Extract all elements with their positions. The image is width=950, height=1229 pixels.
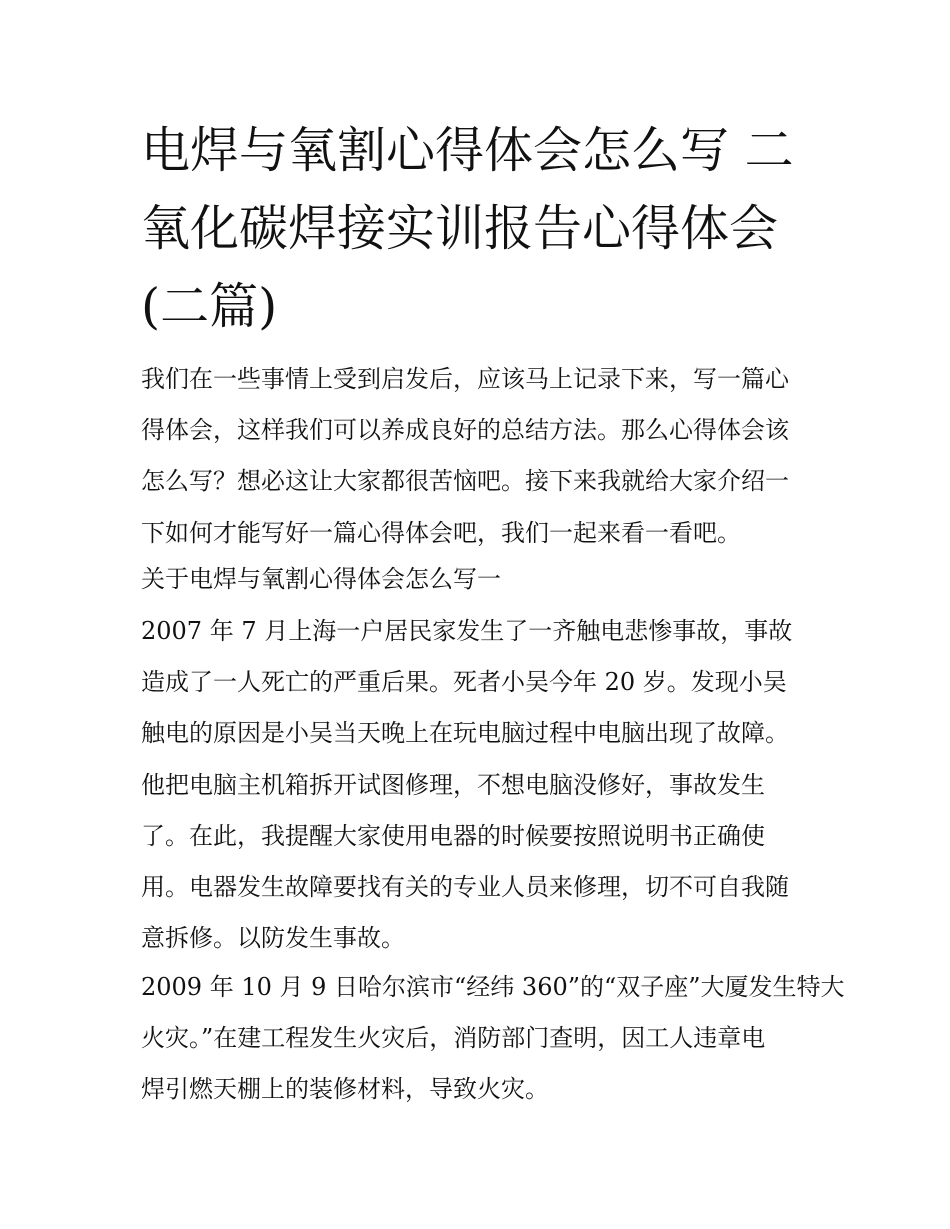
intro-paragraph bbox=[141, 354, 821, 559]
title-line: 氧化碳焊接实训报告心得体会 bbox=[141, 200, 779, 257]
text-line: 2007 年 7 月上海一户居民家发生了一齐触电悲惨事故，事故 bbox=[141, 617, 793, 645]
document-title bbox=[141, 112, 821, 346]
text-line: 怎么写？想必这让大家都很苦恼吧。接下来我就给大家介绍一 bbox=[141, 467, 789, 496]
text-line: 关于电焊与氧割心得体会怎么写一 bbox=[141, 565, 501, 593]
title-line: 电焊与氧割心得体会怎么写 二 bbox=[141, 122, 794, 179]
text-line: 得体会，这样我们可以养成良好的总结方法。那么心得体会该 bbox=[141, 416, 789, 445]
text-line: 焊引燃天棚上的装修材料，导致火灾。 bbox=[141, 1075, 549, 1104]
text-line: 2009 年 10 月 9 日哈尔滨市“经纬 360”的“双子座”大厦发生特大 bbox=[141, 973, 845, 1001]
title-line: (二篇) bbox=[141, 278, 278, 335]
section-heading bbox=[141, 554, 821, 605]
text-line: 我们在一些事情上受到启发后，应该马上记录下来，写一篇心 bbox=[141, 365, 789, 393]
text-line: 触电的原因是小吴当天晚上在玩电脑过程中电脑出现了故障。 bbox=[141, 719, 789, 748]
text-line: 意拆修。以防发生事故。 bbox=[141, 924, 405, 953]
text-line: 火灾。”在建工程发生火灾后，消防部门查明，因工人违章电 bbox=[141, 1024, 766, 1053]
text-line: 用。电器发生故障要找有关的专业人员来修理，切不可自我随 bbox=[141, 872, 789, 901]
text-line: 造成了一人死亡的严重后果。死者小吴今年 20 岁。发现小吴 bbox=[141, 668, 787, 697]
text-line: 了。在此，我提醒大家使用电器的时候要按照说明书正确使 bbox=[141, 821, 765, 850]
text-line: 下如何才能写好一篇心得体会吧，我们一起来看一看吧。 bbox=[141, 518, 741, 547]
paragraph-fire-accident bbox=[141, 962, 845, 1116]
paragraph-electric-shock bbox=[141, 606, 821, 964]
text-line: 他把电脑主机箱拆开试图修理，不想电脑没修好，事故发生 bbox=[141, 770, 765, 799]
